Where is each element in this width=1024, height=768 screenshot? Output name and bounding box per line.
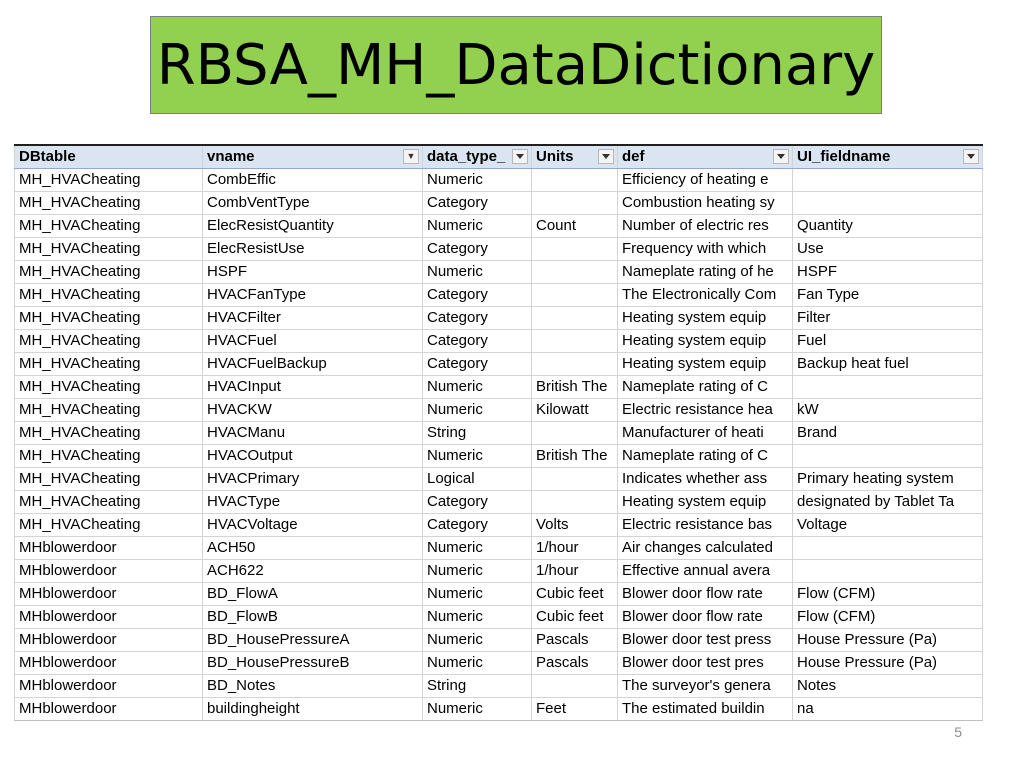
table-cell[interactable] [532,237,618,260]
table-cell[interactable]: MH_HVACheating [15,421,203,444]
table-cell[interactable]: Fan Type [793,283,983,306]
table-cell[interactable]: na [793,697,983,720]
table-row [15,490,983,513]
column-header-label: Units [536,148,574,166]
table-cell[interactable]: MH_HVACheating [15,490,203,513]
table-cell[interactable]: The estimated buildin [618,697,793,720]
table-cell[interactable]: MH_HVACheating [15,352,203,375]
table-cell[interactable]: Category [423,191,532,214]
table-cell[interactable] [532,260,618,283]
table-row [15,214,983,237]
table-cell[interactable]: MHblowerdoor [15,582,203,605]
table-cell[interactable]: Use [793,237,983,260]
column-header-label: vname [207,148,255,166]
table-cell[interactable]: HVACType [203,490,423,513]
table-cell[interactable]: MHblowerdoor [15,674,203,697]
table-cell[interactable]: Heating system equip [618,306,793,329]
table-cell[interactable]: Kilowatt [532,398,618,421]
table-cell[interactable]: Indicates whether ass [618,467,793,490]
table-cell[interactable]: ElecResistQuantity [203,214,423,237]
table-cell[interactable]: Numeric [423,697,532,720]
table-cell[interactable]: BD_Notes [203,674,423,697]
table-cell[interactable] [532,352,618,375]
header-row [15,145,983,168]
table-cell[interactable]: Cubic feet [532,605,618,628]
table-cell[interactable]: British The [532,444,618,467]
table-cell[interactable]: Notes [793,674,983,697]
table-cell[interactable]: BD_HousePressureA [203,628,423,651]
table-row [15,237,983,260]
column-header-label: UI_fieldname [797,148,891,166]
table-cell[interactable] [793,536,983,559]
table-cell[interactable]: 1/hour [532,559,618,582]
table-row [15,697,983,720]
table-cell[interactable]: Nameplate rating of C [618,444,793,467]
table-cell[interactable]: HVACOutput [203,444,423,467]
table-cell[interactable]: HVACFilter [203,306,423,329]
table-cell[interactable]: Blower door test press [618,628,793,651]
table-row [15,651,983,674]
table-cell[interactable]: String [423,674,532,697]
table-cell[interactable]: Numeric [423,536,532,559]
table-cell[interactable]: Numeric [423,260,532,283]
table-cell[interactable]: British The [532,375,618,398]
table-cell[interactable]: Backup heat fuel [793,352,983,375]
table-row [15,352,983,375]
table-cell[interactable]: BD_FlowA [203,582,423,605]
table-cell[interactable]: Filter [793,306,983,329]
table-row [15,605,983,628]
table-cell[interactable]: House Pressure (Pa) [793,628,983,651]
table-cell[interactable]: MH_HVACheating [15,375,203,398]
table-row [15,191,983,214]
table-cell[interactable]: MH_HVACheating [15,306,203,329]
table-cell[interactable]: Category [423,306,532,329]
table-cell[interactable]: Category [423,283,532,306]
table-cell[interactable]: HVACKW [203,398,423,421]
table-cell[interactable]: MHblowerdoor [15,559,203,582]
table-cell[interactable] [532,191,618,214]
table-cell[interactable]: MH_HVACheating [15,260,203,283]
column-header-ui-fieldname[interactable] [793,145,983,168]
table-cell[interactable]: Fuel [793,329,983,352]
table-row [15,260,983,283]
column-header-label: def [622,148,645,166]
column-header-label: DBtable [19,148,76,166]
table-cell[interactable]: Blower door test pres [618,651,793,674]
table-cell[interactable]: Effective annual avera [618,559,793,582]
filter-dropdown-icon[interactable] [963,149,979,164]
table-cell[interactable] [532,490,618,513]
table-cell[interactable] [793,444,983,467]
table-cell[interactable]: Numeric [423,559,532,582]
filter-dropdown-icon[interactable] [512,149,528,164]
table-cell[interactable]: Numeric [423,582,532,605]
table-row [15,513,983,536]
table-cell[interactable]: Numeric [423,214,532,237]
table-cell[interactable]: MHblowerdoor [15,605,203,628]
table-cell[interactable]: ACH50 [203,536,423,559]
table-cell[interactable]: MHblowerdoor [15,651,203,674]
table-cell[interactable]: Volts [532,513,618,536]
table-cell[interactable]: Nameplate rating of C [618,375,793,398]
table-cell[interactable]: MH_HVACheating [15,283,203,306]
table-cell[interactable]: Manufacturer of heati [618,421,793,444]
table-row [15,283,983,306]
table-cell[interactable]: The surveyor's genera [618,674,793,697]
table-row [15,559,983,582]
table-cell[interactable] [532,421,618,444]
table-cell[interactable]: Logical [423,467,532,490]
table-cell[interactable]: Category [423,352,532,375]
table-body [15,168,983,720]
table-cell[interactable]: Heating system equip [618,352,793,375]
table-cell[interactable]: Category [423,329,532,352]
table-cell[interactable]: Pascals [532,628,618,651]
table-cell[interactable]: HVACFuelBackup [203,352,423,375]
table-row [15,582,983,605]
table-cell[interactable]: String [423,421,532,444]
table-cell[interactable]: Frequency with which [618,237,793,260]
table-cell[interactable]: Blower door flow rate [618,605,793,628]
table-cell[interactable] [532,467,618,490]
table-cell[interactable]: Numeric [423,651,532,674]
table-row [15,467,983,490]
table-cell[interactable]: Pascals [532,651,618,674]
table-row [15,306,983,329]
column-header-def[interactable] [618,145,793,168]
table-cell[interactable] [532,306,618,329]
table-row [15,674,983,697]
table-cell[interactable]: MH_HVACheating [15,191,203,214]
table-cell[interactable]: Cubic feet [532,582,618,605]
table-cell[interactable]: Electric resistance bas [618,513,793,536]
table-cell[interactable]: The Electronically Com [618,283,793,306]
table-row [15,536,983,559]
table-cell[interactable]: Voltage [793,513,983,536]
table-cell[interactable]: 1/hour [532,536,618,559]
table-row [15,421,983,444]
table-cell[interactable]: MHblowerdoor [15,536,203,559]
table-cell[interactable]: MH_HVACheating [15,444,203,467]
column-header-vname[interactable] [203,145,423,168]
table-cell[interactable]: Numeric [423,628,532,651]
table-cell[interactable]: ACH622 [203,559,423,582]
table-cell[interactable] [793,375,983,398]
table-cell[interactable]: Heating system equip [618,490,793,513]
table-cell[interactable]: HVACInput [203,375,423,398]
table-cell[interactable] [532,283,618,306]
table-cell[interactable]: ElecResistUse [203,237,423,260]
table-cell[interactable]: designated by Tablet Ta [793,490,983,513]
table-row [15,398,983,421]
table-cell[interactable]: Primary heating system [793,467,983,490]
table-row [15,329,983,352]
table-cell[interactable] [532,674,618,697]
data-dictionary-table [14,144,983,721]
table-cell[interactable]: Numeric [423,398,532,421]
table-row [15,628,983,651]
table-cell[interactable]: MH_HVACheating [15,467,203,490]
table-cell[interactable]: Numeric [423,605,532,628]
table-cell[interactable]: Heating system equip [618,329,793,352]
table-cell[interactable]: Numeric [423,375,532,398]
filter-dropdown-icon[interactable] [773,149,789,164]
table-cell[interactable]: HSPF [203,260,423,283]
table-cell[interactable]: Category [423,513,532,536]
table-cell[interactable]: HVACManu [203,421,423,444]
table-cell[interactable] [532,168,618,191]
table-cell[interactable]: MH_HVACheating [15,168,203,191]
table-cell[interactable]: Nameplate rating of he [618,260,793,283]
table-cell[interactable]: MHblowerdoor [15,628,203,651]
table-cell[interactable]: MHblowerdoor [15,697,203,720]
table-cell[interactable]: BD_FlowB [203,605,423,628]
table-cell[interactable]: Flow (CFM) [793,605,983,628]
column-header-dbtable[interactable] [15,145,203,168]
table-cell[interactable]: Flow (CFM) [793,582,983,605]
table-cell[interactable]: buildingheight [203,697,423,720]
table-cell[interactable]: HSPF [793,260,983,283]
table-cell[interactable]: HVACVoltage [203,513,423,536]
filter-active-icon[interactable]: ▼ [403,149,419,164]
table-cell[interactable]: Combustion heating sy [618,191,793,214]
table-cell[interactable] [793,168,983,191]
table-cell[interactable]: HVACFuel [203,329,423,352]
table-cell[interactable]: MH_HVACheating [15,214,203,237]
table-cell[interactable]: BD_HousePressureB [203,651,423,674]
table-cell[interactable]: Number of electric res [618,214,793,237]
table-cell[interactable]: Numeric [423,444,532,467]
table-cell[interactable]: MH_HVACheating [15,513,203,536]
table-cell[interactable]: MH_HVACheating [15,398,203,421]
table-cell[interactable]: House Pressure (Pa) [793,651,983,674]
table-cell[interactable] [793,191,983,214]
table-cell[interactable]: Air changes calculated [618,536,793,559]
table-row [15,168,983,191]
table-cell[interactable]: HVACPrimary [203,467,423,490]
table-cell[interactable]: HVACFanType [203,283,423,306]
table-cell[interactable]: CombVentType [203,191,423,214]
table-cell[interactable]: Efficiency of heating e [618,168,793,191]
column-header-data-type[interactable] [423,145,532,168]
table-cell[interactable]: kW [793,398,983,421]
page-number: 5 [954,724,962,740]
table-cell[interactable]: Blower door flow rate [618,582,793,605]
title-box [150,16,882,114]
table-cell[interactable] [532,329,618,352]
table-cell[interactable]: MH_HVACheating [15,237,203,260]
column-header-label: data_type_ [427,148,506,166]
table-row [15,375,983,398]
filter-dropdown-icon[interactable] [598,149,614,164]
table-cell[interactable]: Brand [793,421,983,444]
table-cell[interactable] [793,559,983,582]
table-row [15,444,983,467]
table-cell[interactable]: Count [532,214,618,237]
table-cell[interactable]: CombEffic [203,168,423,191]
table-cell[interactable]: Category [423,237,532,260]
table-cell[interactable]: Feet [532,697,618,720]
table-cell[interactable]: Electric resistance hea [618,398,793,421]
slide-title: RBSA_MH_DataDictionary [156,32,876,98]
table-cell[interactable]: Numeric [423,168,532,191]
table-cell[interactable]: Category [423,490,532,513]
table-cell[interactable]: MH_HVACheating [15,329,203,352]
table-cell[interactable]: Quantity [793,214,983,237]
column-header-units[interactable] [532,145,618,168]
